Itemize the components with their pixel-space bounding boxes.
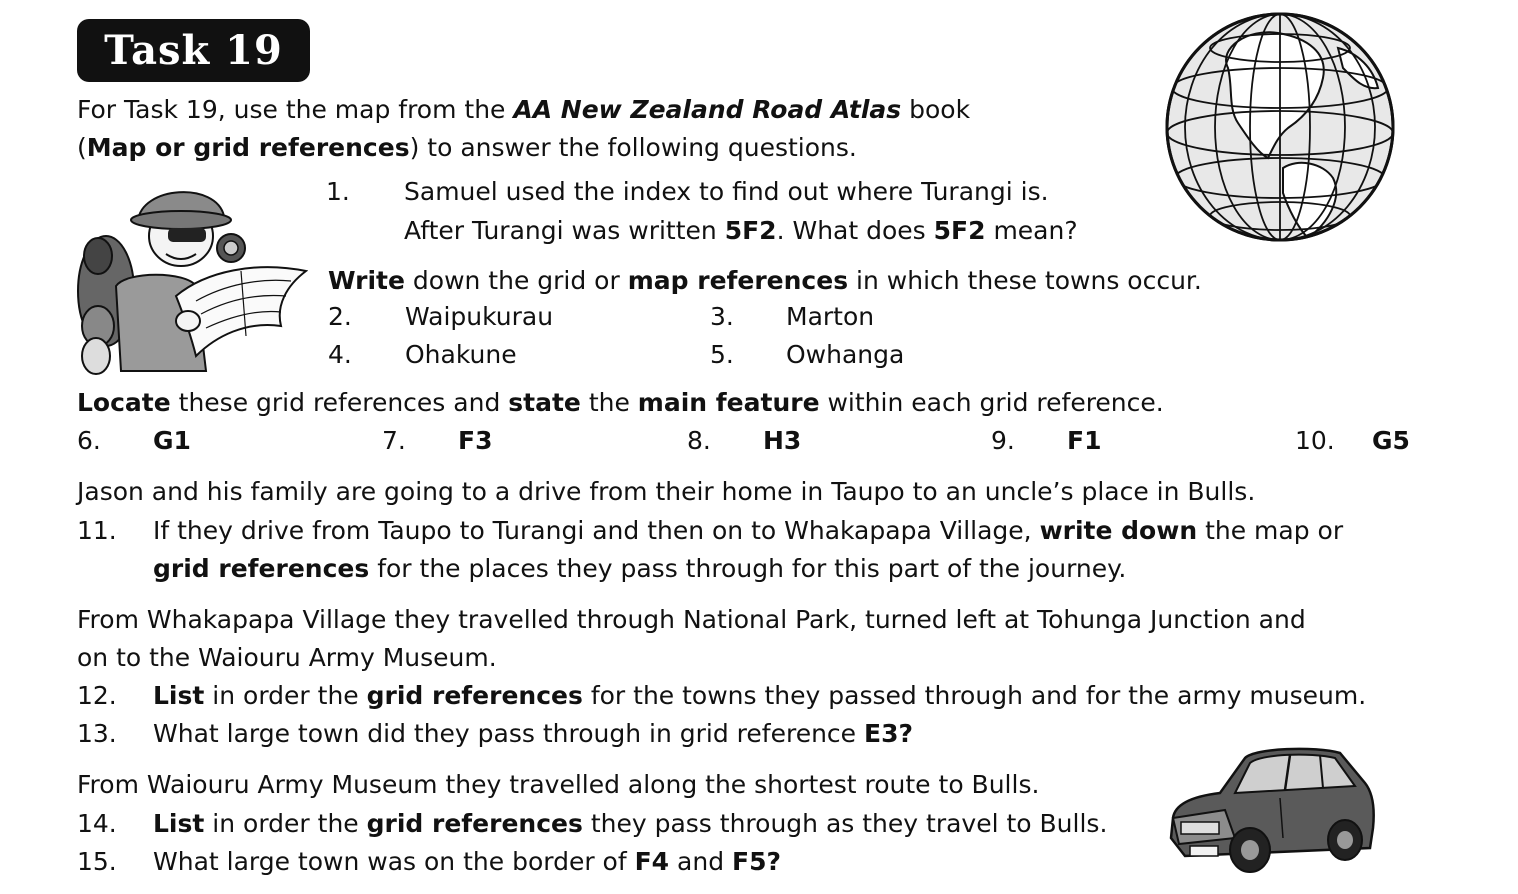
- question-1-line-2: After Turangi was written 5F2. What does 5F2 mean?: [404, 216, 1078, 245]
- question-11-line-2: grid references for the places they pass through for this part of the journey.: [153, 554, 1127, 583]
- grid-ref-number: 8.: [687, 426, 711, 455]
- jason-intro: Jason and his family are going to a drive from their home in Taupo to an uncle’s place in Bulls.: [77, 477, 1256, 506]
- question-1-line-1: Samuel used the index to find out where Turangi is.: [404, 177, 1049, 206]
- grid-ref-code: F1: [1067, 426, 1102, 455]
- question-14-text: List in order the grid references they pass through as they travel to Bulls.: [153, 809, 1108, 838]
- town-number: 3.: [710, 302, 734, 331]
- grid-ref-code: H3: [763, 426, 802, 455]
- grid-ref-code: G1: [153, 426, 191, 455]
- question-15-text: What large town was on the border of F4 and F5?: [153, 847, 782, 876]
- intro-line-1: For Task 19, use the map from the AA New Zealand Road Atlas book: [77, 95, 971, 124]
- town-number: 4.: [328, 340, 352, 369]
- town-name: Ohakune: [405, 340, 517, 369]
- grid-ref-code: F3: [458, 426, 493, 455]
- intro-line-2: (Map or grid references) to answer the following questions.: [77, 133, 857, 162]
- explorer-with-map-icon: [76, 176, 308, 378]
- question-11-number: 11.: [77, 516, 117, 545]
- task-badge: Task 19: [77, 19, 310, 82]
- town-number: 5.: [710, 340, 734, 369]
- question-12-text: List in order the grid references for the towns they passed through and for the army museum.: [153, 681, 1367, 710]
- town-name: Marton: [786, 302, 875, 331]
- question-13-number: 13.: [77, 719, 117, 748]
- grid-ref-number: 7.: [382, 426, 406, 455]
- grid-ref-code: G5: [1372, 426, 1410, 455]
- locate-instruction: Locate these grid references and state the main feature within each grid reference.: [77, 388, 1164, 417]
- book-title: AA New Zealand Road Atlas: [513, 95, 902, 124]
- globe-icon: [1158, 8, 1402, 246]
- grid-ref-number: 10.: [1295, 426, 1335, 455]
- question-12-number: 12.: [77, 681, 117, 710]
- question-14-number: 14.: [77, 809, 117, 838]
- question-13-text: What large town did they pass through in grid reference E3?: [153, 719, 913, 748]
- question-11-line-1: If they drive from Taupo to Turangi and then on to Whakapapa Village, write down the map or: [153, 516, 1344, 545]
- waiouru-para: From Waiouru Army Museum they travelled along the shortest route to Bulls.: [77, 770, 1040, 799]
- car-icon: [1165, 738, 1379, 878]
- grid-ref-number: 9.: [991, 426, 1015, 455]
- towns-instruction: Write down the grid or map references in which these towns occur.: [328, 266, 1202, 295]
- question-1-number: 1.: [326, 177, 350, 206]
- town-name: Waipukurau: [405, 302, 554, 331]
- town-number: 2.: [328, 302, 352, 331]
- whakapapa-para-line-1: From Whakapapa Village they travelled through National Park, turned left at Tohunga Junction and: [77, 605, 1306, 634]
- grid-ref-number: 6.: [77, 426, 101, 455]
- whakapapa-para-line-2: on to the Waiouru Army Museum.: [77, 643, 497, 672]
- question-15-number: 15.: [77, 847, 117, 876]
- town-name: Owhanga: [786, 340, 905, 369]
